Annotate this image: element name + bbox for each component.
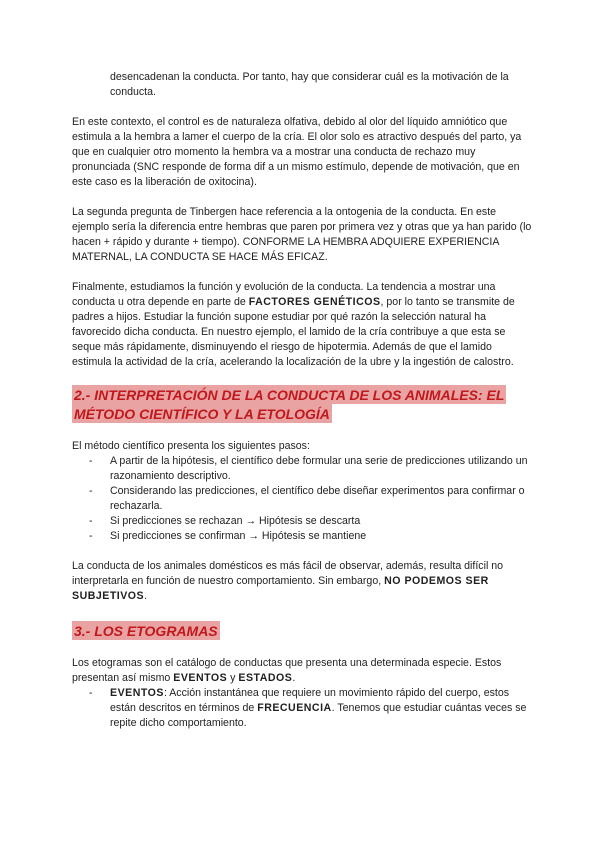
- list-item: [72, 529, 532, 544]
- section-3-heading-text: 3.- LOS ETOGRAMAS: [74, 623, 218, 639]
- dash-bullet: -: [89, 530, 93, 542]
- step-text: Si predicciones se rechazan → Hipótesis se descarta: [110, 515, 361, 527]
- intro-continuation: desencadenan la conducta. Por tanto, hay que considerar cuál es la motivación de la conducta.: [110, 71, 509, 98]
- ethograms-text-end: .: [292, 672, 296, 684]
- dash-bullet: -: [89, 687, 93, 699]
- document-page: [72, 70, 532, 731]
- events-definition-1: : Acción instantánea que requiere un movimiento rápido del cuerpo, estos están descritos en términos de: [110, 687, 510, 714]
- section-2-heading: [72, 386, 532, 424]
- section-3-heading: [72, 622, 532, 641]
- events-emphasis: EVENTOS: [173, 672, 228, 684]
- not-subjective-emphasis: NO PODEMOS SER SUBJETIVOS: [72, 575, 489, 602]
- domestic-text-1: La conducta de los animales domésticos es más fácil de observar, además, resulta difícil no interpretarla en función de nuestro comportamiento. Sin embargo,: [72, 560, 504, 587]
- domestic-text-2: .: [144, 590, 148, 602]
- paragraph-function: [72, 280, 532, 370]
- step-text: Si predicciones se confirman → Hipótesis se mantiene: [110, 530, 367, 542]
- method-steps-list: [72, 454, 532, 544]
- genetic-factors-emphasis: FACTORES GENÉTICOS: [248, 296, 381, 308]
- function-text-1: Finalmente, estudiamos la función y evolución de la conducta. La tendencia a mostrar una conducta u otra depende en parte de: [72, 281, 496, 308]
- paragraph-ontogeny: La segunda pregunta de Tinbergen hace referencia a la ontogenia de la conducta. En este ejemplo sería la diferencia entre hembras que paren por primera vez y otras que ya han parido (lo hacen + rápido y durante + tiempo). CONFORME LA HEMBRA ADQUIERE EXPERIENCIA MATERNAL, LA CONDUCTA SE HACE MÁS EFICAZ.: [72, 206, 532, 263]
- events-definition-2: . Tenemos que estudiar cuántas veces se repite dicho comportamiento.: [110, 702, 527, 729]
- ethograms-text-1: Los etogramas son el catálogo de conductas que presenta una determinada especie. Estos presentan así mismo: [72, 657, 502, 684]
- section-2-heading-line2: MÉTODO CIENTÍFICO Y LA ETOLOGÍA: [74, 406, 330, 422]
- list-item: [72, 686, 532, 731]
- list-item: [72, 484, 532, 514]
- states-emphasis: ESTADOS: [238, 672, 293, 684]
- events-term: EVENTOS: [110, 687, 164, 699]
- paragraph-domestic: [72, 559, 532, 604]
- paragraph-ethograms: [72, 656, 532, 686]
- frequency-emphasis: FRECUENCIA: [257, 702, 332, 714]
- ethogram-types-list: [72, 686, 532, 731]
- list-item: [72, 514, 532, 529]
- list-item: [72, 454, 532, 484]
- function-text-2: , por lo tanto se transmite de padres a hijos. Estudiar la función supone estudiar por qué razón la selección natural ha favorecido dicha conducta. En nuestro ejemplo, el lamido de la cría contribuye a que esta se seque más rápidamente, disminuyendo el riesgo de hipotermia. Además de que el lamido estimula la actividad de la cría, acelerando la localización de la ubre y la ingestión de calostro.: [72, 296, 515, 368]
- step-text: A partir de la hipótesis, el científico debe formular una serie de predicciones utilizando un razonamiento descriptivo.: [110, 455, 528, 482]
- method-lead: El método científico presenta los siguientes pasos:: [72, 440, 310, 452]
- dash-bullet: -: [89, 515, 93, 527]
- section-2-heading-line1: 2.- INTERPRETACIÓN DE LA CONDUCTA DE LOS ANIMALES: EL: [74, 387, 505, 403]
- dash-bullet: -: [89, 485, 93, 497]
- dash-bullet: -: [89, 455, 93, 467]
- step-text: Considerando las predicciones, el científico debe diseñar experimentos para confirmar o rechazarla.: [110, 485, 525, 512]
- paragraph-context: En este contexto, el control es de naturaleza olfativa, debido al olor del líquido amniótico que estimula a la hembra a lamer el cuerpo de la cría. El olor solo es atractivo después del parto, ya que en cualquier otro momento la hembra va a mostrar una conducta de rechazo muy pronunciada (SNC responde de forma dif a un mismo estímulo, depende de motivación, que en este caso es la liberación de oxitocina).: [72, 116, 522, 188]
- ethograms-text-mid: y: [227, 672, 239, 684]
